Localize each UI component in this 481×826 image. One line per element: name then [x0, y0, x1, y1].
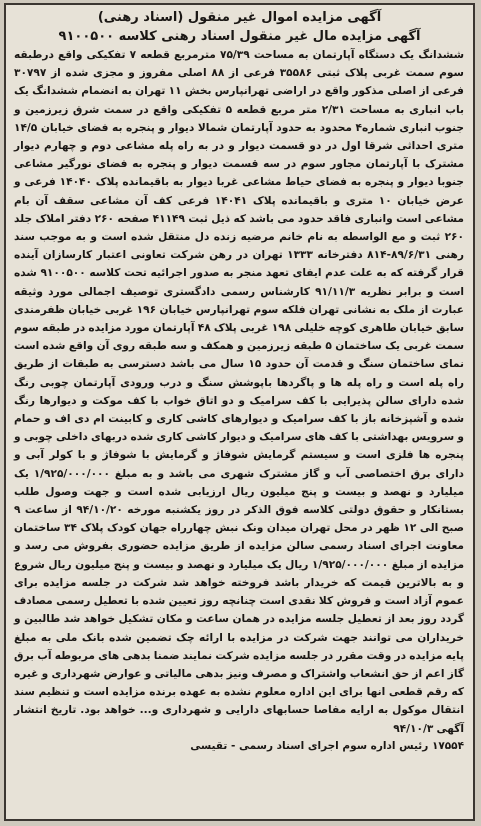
notice-header [6, 5, 473, 46]
notice-subtitle: آگهی مزایده مال غیر منقول اسناد رهنی کلاسه ۹۱۰۰۵۰۰ [58, 29, 421, 44]
notice-body [6, 46, 473, 738]
newspaper-clipping [4, 3, 475, 821]
notice-title: آگهی مزایده اموال غیر منقول (اسناد رهنی) [97, 10, 382, 25]
notice-footer [6, 738, 473, 755]
notice-body-text: ششدانگ یک دستگاه آپارتمان به مساحت ۷۵/۳۹ مترمربع قطعه ۷ تفکیکی واقع درطبقه سوم سمت غربی پلاک ثبتی ۳۵۵۸۶ فرعی از ۸۸ اصلی مفروز و مجزی شده از ۳۰۷۹۷ فرعی از اصلی مذکور واقع در اراضی تهرانپارس بخش ۱۱ تهران به انضمام ششدانگ یک باب انباری به مساحت ۲/۳۱ متر مربع قطعه ۵ تفکیکی واقع در سمت شرق زیرزمین و جنوب انباری شماره۴ محدود به حدود آپارتمان شمالا دیوار و پنجره به فضای خیابان ۱۴/۵ متری احداثی شرقا اول در دو قسمت دیوار و در به راه پله مشاعی دوم و چهارم دیوار مشترک با آپارتمان مجاور سوم در سه قسمت دیوار و پنجره به فضای نورگیر مشاعی جنوبا دیوار و پنجره به فضای حیاط مشاعی غربا دیوار به باقیمانده پلاک ۱۴۰۴۰ فرعی و عرض خیابان ۱۰ متری و باقیمانده پلاک ۱۴۰۴۱ فرعی کف آن مشاعی سقف آن بام مشاعی است وانباری فاقد حدود می باشد که ذیل ثبت ۴۱۱۴۹ صفحه ۲۶۰ دفتر املاک جلد ۲۶۰ ثبت و مع الواسطه به نام خانم مرضیه زنده دل منتقل شده است و به موجب سند رهنی ۸۹/۶/۳۱-۸۱۴ دفترخانه ۱۳۳۳ تهران در رهن شرکت تعاونی اعتبار کارسازان آینده قرار گرفته که به علت عدم ایفای تعهد منجر به صدور اجرائیه تحت کلاسه ۹۱۰۰۵۰۰ شده است و برابر نظریه ۹۱/۱۱/۳ کارشناس رسمی دادگستری توصیف اجمالی مورد وثیقه عبارت از ملک به نشانی تهران فلکه سوم تهرانپارس خیابان ۱۹۶ غربی خیابان ظفرمندی سابق خیابان طاهری کوچه خلیلی ۱۹۸ غربی پلاک ۴۸ آپارتمان مورد مزایده در طبقه سوم سمت غربی یک ساختمان ۵ طبقه زیرزمین و همکف و سه طبقه روی آن واقع شده است نمای ساختمان سنگ و قدمت آن حدود ۱۵ سال می باشد دسترسی به طبقات از طریق راه پله است و راه پله ها و پاگردها باپوشش سنگ و درب ورودی آپارتمان چوبی رنگ شده دارای سالن پذیرایی با کف سرامیک و دو اتاق خواب با کف موکت و دیوارها رنگ شده و آشپزخانه باز با کف سرامیک و دیوارهای کاشی کاری و کابینت ام دی اف و حمام و سرویس بهداشتی با کف های سرامیک و دیوار کاشی کاری شده دربهای داخلی چوبی و پنجره ها فلزی است و سیستم گرمایش شوفاژ و گرمایش با شوفاژ و با کولر آبی و دارای برق اختصاصی آب و گاز مشترک شهری می باشد و به مبلغ ۱/۹۲۵/۰۰۰/۰۰۰ یک میلیارد و نهصد و بیست و پنج میلیون ریال ارزیابی شده است و جهت وصول طلب بستانکار و حقوق دولتی کلاسه فوق الذکر در روز یکشنبه مورخه ۹۴/۱۰/۲۰ از ساعت ۹ صبح الی ۱۲ ظهر در محل تهران میدان ونک نبش چهارراه جهان کودک پلاک ۳۴ ساختمان معاونت اجرای اسناد رسمی سالن مزایده از طریق مزایده حضوری بفروش می رسد و مزایده از مبلغ ۱/۹۲۵/۰۰۰/۰۰۰ ریال یک میلیارد و نهصد و بیست و پنج میلیون ریال شروع و به بالاترین قیمت که خریدار باشد فروخته خواهد شد شرکت در جلسه مزایده برای عموم آزاد است و فروش کلا نقدی است چنانچه روز تعیین شده با تعطیل رسمی مصادف گردد روز بعد از تعطیل جلسه مزایده در همان ساعت و مکان تشکیل خواهد شد طالبین و خریداران می توانند جهت شرکت در مزایده با ارائه چک تضمین شده بانک ملی به مبلغ پایه مزایده در وقت مقرر در جلسه مزایده شرکت نمایند ضمنا بدهی های مربوطه آب برق گاز اعم از حق انشعاب واشتراک و مصرف ونیز بدهی مالیاتی و عوارض شهرداری و غیره که رقم قطعی انها برای این اداره معلوم نشده به عهده برنده مزایده است و تنظیم سند انتقال موکول به ارایه مفاصا حسابهای دارایی و شهرداری و... خواهد بود. تاریخ انتشار آگهی ۹۴/۱۰/۳ [14, 49, 465, 735]
notice-signature: ۱۷۵۵۴ رئیس اداره سوم اجرای اسناد رسمی - تقیسی [190, 739, 464, 752]
